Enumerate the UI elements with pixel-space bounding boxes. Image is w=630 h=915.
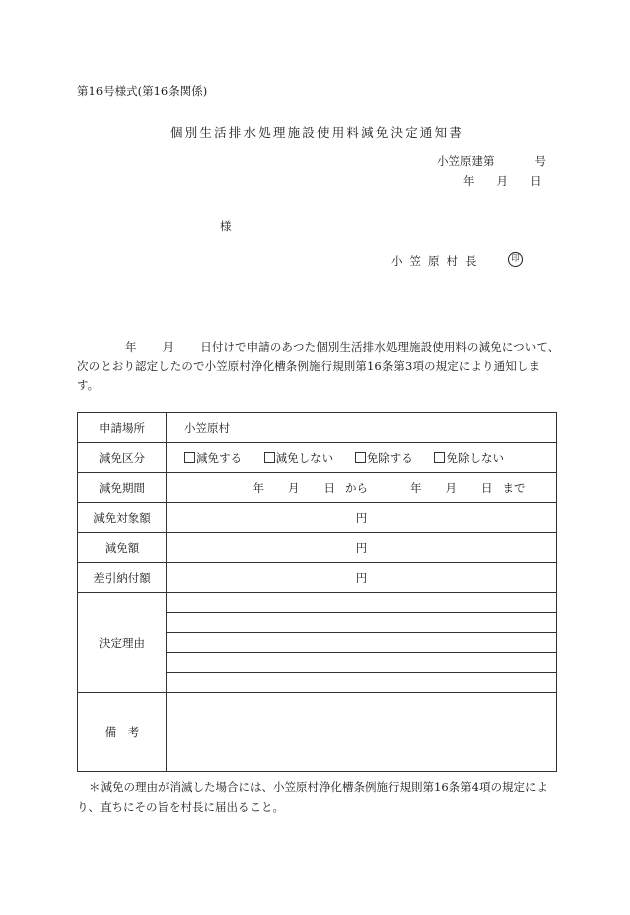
remarks-value [167,693,557,772]
checkbox-icon[interactable] [434,452,445,463]
reason-line [167,653,556,673]
period-day-1: 日 [323,480,335,495]
body-text: 日付けで申請のあつた個別生活排水処理施設使用料の減免について、次のとおり認定したので小笠原村浄化槽条例施行規則第16条第3項の規定により通知します。 [77,340,560,392]
table-row [78,443,557,473]
reason-lines [167,593,557,693]
period-value [167,473,557,503]
reason-label: 決定理由 [78,593,167,693]
period-until: まで [502,480,526,495]
period-label: 減免期間 [78,473,167,503]
table-row [78,593,557,693]
reason-line [167,673,556,692]
reduction-amount-value: 円 [167,533,557,563]
reason-line [167,593,556,613]
reference-number [437,153,546,169]
table-row [78,533,557,563]
table-row [78,693,557,772]
period-month-1: 月 [288,480,300,495]
period-from: から [345,480,368,495]
period-year-2: 年 [410,480,422,495]
target-amount-label: 減免対象額 [78,503,167,533]
target-amount-value: 円 [167,503,557,533]
seal-mark: 印 [508,252,523,267]
payment-amount-label: 差引納付額 [78,563,167,593]
table-row [78,473,557,503]
option-no-reduce[interactable]: 減免しない [264,450,334,466]
table-row [78,563,557,593]
reference-prefix: 小笠原建第 [437,154,495,168]
checkbox-icon[interactable] [184,452,195,463]
location-value: 小笠原村 [167,413,557,443]
addressee: 様 [220,219,232,233]
period-year-1: 年 [252,480,264,495]
reference-suffix: 号 [534,154,546,168]
reason-line [167,613,556,633]
body-year: 年 [125,340,137,354]
issue-date [463,173,542,189]
reduction-amount-label: 減免額 [78,533,167,563]
payment-amount-value: 円 [167,563,557,593]
date-month: 月 [496,174,508,188]
period-month-2: 月 [445,480,457,495]
category-options [167,443,557,473]
footnote-text: ＊減免の理由が消滅した場合には、小笠原村浄化槽条例施行規則第16条第4項の規定により、直ちにその旨を村長に届出ること。 [77,780,548,814]
checkbox-icon[interactable] [264,452,275,463]
issuer-name: 小笠原村長 [391,254,484,268]
decision-table [77,412,557,772]
table-row [78,503,557,533]
form-number: 第16号様式(第16条関係) [77,84,208,98]
option-exempt[interactable]: 免除する [355,450,413,466]
footnote [77,777,562,817]
remarks-label: 備 考 [78,693,167,772]
document-title: 個別生活排水処理施設使用料減免決定通知書 [170,125,465,140]
option-reduce[interactable]: 減免する [184,450,242,466]
reason-line [167,633,556,653]
table-row [78,413,557,443]
category-label: 減免区分 [78,443,167,473]
notification-body [77,338,562,395]
date-year: 年 [463,174,475,188]
option-no-exempt[interactable]: 免除しない [434,450,504,466]
date-day: 日 [530,174,542,188]
location-label: 申請場所 [78,413,167,443]
body-month: 月 [162,340,175,354]
checkbox-icon[interactable] [355,452,366,463]
period-day-2: 日 [481,480,493,495]
